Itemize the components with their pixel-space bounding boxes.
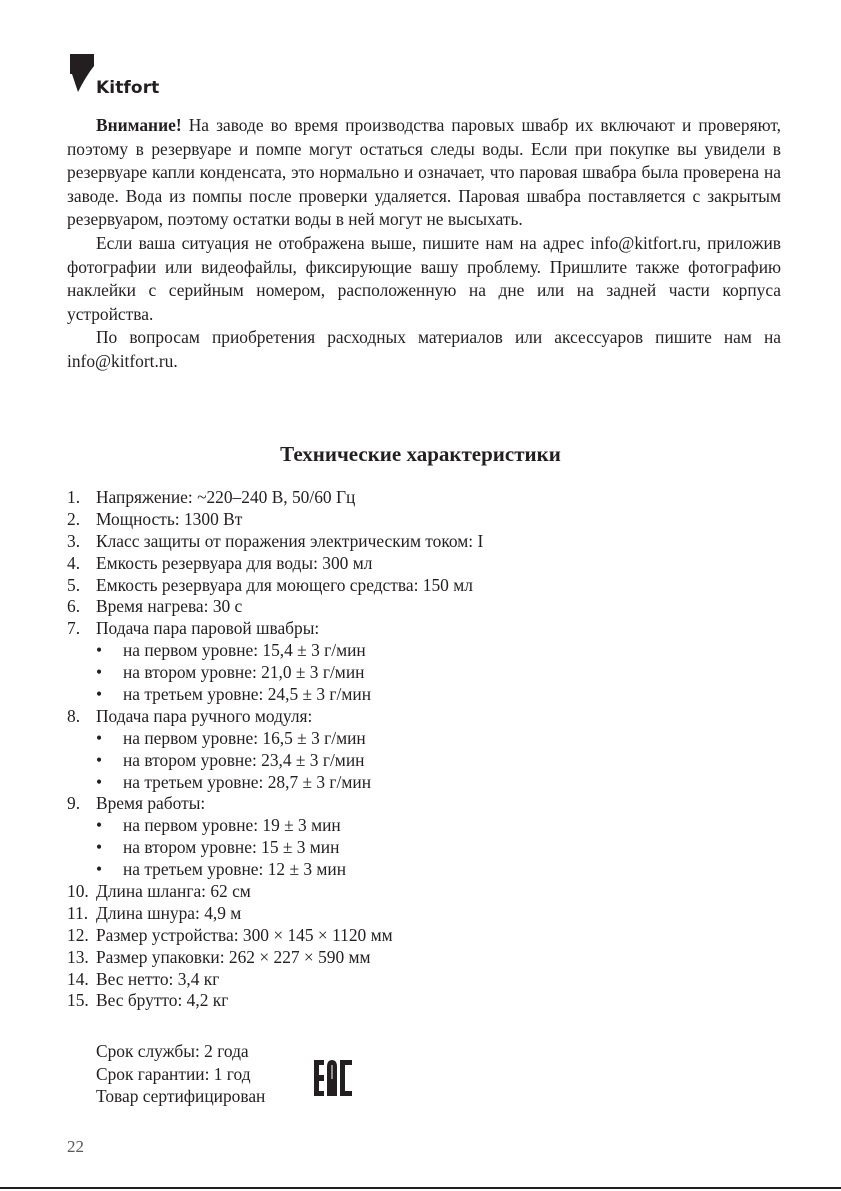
spec-subtext: на третьем уровне: 24,5 ± 3 г/мин xyxy=(123,684,372,705)
spec-item xyxy=(67,969,767,991)
spec-item xyxy=(67,947,767,969)
spec-number: 6. xyxy=(67,596,81,617)
spec-text: Напряжение: ~220–240 В, 50/60 Гц xyxy=(96,487,356,507)
spec-item xyxy=(67,990,767,1012)
spec-text: Время нагрева: 30 с xyxy=(96,596,243,617)
spec-text: Подача пара ручного модуля: xyxy=(96,705,313,726)
brand-logo-text: Kitfort xyxy=(96,78,160,98)
spec-text: Класс защиты от поражения электрическим током: I xyxy=(96,530,484,551)
bullet-icon: • xyxy=(96,640,103,661)
spec-item xyxy=(67,596,767,618)
spec-item xyxy=(67,575,767,597)
spec-subtext: на первом уровне: 16,5 ± 3 г/мин xyxy=(123,727,366,748)
spec-item xyxy=(67,553,767,575)
spec-subitem xyxy=(67,772,767,794)
spec-item xyxy=(67,618,767,640)
spec-item xyxy=(67,903,767,925)
spec-subtext: на первом уровне: 19 ± 3 мин xyxy=(123,815,341,836)
spec-item xyxy=(67,881,767,903)
spec-subtext: на первом уровне: 15,4 ± 3 г/мин xyxy=(123,640,366,661)
spec-number: 2. xyxy=(67,508,81,529)
spec-subitem xyxy=(67,750,767,772)
warranty-period: Срок гарантии: 1 год xyxy=(96,1063,251,1084)
spec-subitem xyxy=(67,640,767,662)
spec-number: 1. xyxy=(67,487,81,507)
spec-text: Время работы: xyxy=(96,793,206,814)
bullet-icon: • xyxy=(96,837,103,858)
spec-number: 13. xyxy=(67,946,89,967)
spec-number: 7. xyxy=(67,618,81,639)
bullet-icon: • xyxy=(96,815,103,836)
specs-heading: Технические характеристики xyxy=(280,442,561,466)
spec-item xyxy=(67,793,767,815)
spec-text: Длина шланга: 62 см xyxy=(96,881,251,902)
spec-text: Размер упаковки: 262 × 227 × 590 мм xyxy=(96,946,371,967)
service-life: Срок службы: 2 года xyxy=(96,1041,249,1061)
spec-number: 10. xyxy=(67,881,89,902)
spec-subtext: на втором уровне: 23,4 ± 3 г/мин xyxy=(123,749,365,770)
spec-text: Подача пара паровой швабры: xyxy=(96,618,320,639)
spec-text: Вес брутто: 4,2 кг xyxy=(96,990,229,1011)
spec-number: 15. xyxy=(67,990,89,1011)
footer-info xyxy=(96,1040,265,1108)
spec-subtext: на третьем уровне: 12 ± 3 мин xyxy=(123,859,346,880)
specs-list xyxy=(67,487,767,1012)
spec-number: 3. xyxy=(67,530,81,551)
spec-number: 12. xyxy=(67,924,89,945)
bullet-icon: • xyxy=(96,771,103,792)
bottom-rule xyxy=(0,1187,841,1189)
spec-subitem xyxy=(67,728,767,750)
spec-text: Емкость резервуара для воды: 300 мл xyxy=(96,552,373,573)
spec-subtext: на втором уровне: 15 ± 3 мин xyxy=(123,837,340,858)
spec-subtext: на втором уровне: 21,0 ± 3 г/мин xyxy=(123,662,365,683)
spec-text: Мощность: 1300 Вт xyxy=(96,508,243,529)
spec-subitem xyxy=(67,815,767,837)
spec-item xyxy=(67,706,767,728)
eac-mark-icon xyxy=(312,1058,354,1098)
page-number: 22 xyxy=(67,1137,84,1156)
spec-item xyxy=(67,509,767,531)
spec-text: Вес нетто: 3,4 кг xyxy=(96,968,220,989)
spec-text: Длина шнура: 4,9 м xyxy=(96,902,242,923)
certification-text: Товар сертифицирован xyxy=(96,1086,266,1106)
bullet-icon: • xyxy=(96,749,103,770)
spec-text: Емкость резервуара для моющего средства: 150 мл xyxy=(96,574,473,595)
accessories-paragraph: По вопросам приобретения расходных материалов или аксессуаров пишите нам на info@kitfort.ru. xyxy=(67,327,781,371)
bullet-icon: • xyxy=(96,727,103,748)
warning-paragraph xyxy=(67,114,781,232)
spec-subtext: на третьем уровне: 28,7 ± 3 г/мин xyxy=(123,771,372,792)
spec-number: 9. xyxy=(67,793,81,814)
spec-number: 8. xyxy=(67,705,81,726)
spec-subitem xyxy=(67,859,767,881)
spec-subitem xyxy=(67,837,767,859)
spec-number: 5. xyxy=(67,574,81,595)
spec-item xyxy=(67,531,767,553)
bullet-icon: • xyxy=(96,684,103,705)
contact-paragraph: Если ваша ситуация не отображена выше, пишите нам на адрес info@kitfort.ru, приложив фотографии или видеофайлы, фиксирующие вашу проблему. Пришлите также фотографию наклейки с серийным номером, расположенную на дне или на задней части корпуса устройства. xyxy=(67,232,781,324)
spec-item xyxy=(67,925,767,947)
spec-item xyxy=(67,487,767,509)
spec-number: 11. xyxy=(67,902,89,923)
bullet-icon: • xyxy=(96,859,103,880)
spec-number: 4. xyxy=(67,552,81,573)
spec-subitem xyxy=(67,662,767,684)
bullet-icon: • xyxy=(96,662,103,683)
spec-subitem xyxy=(67,684,767,706)
warning-label: Внимание! xyxy=(96,115,182,135)
spec-number: 14. xyxy=(67,968,89,989)
intro-section xyxy=(67,114,781,374)
warning-text: На заводе во время производства паровых швабр их включают и проверяют, поэтому в резервуаре и помпе могут остаться следы воды. Если при покупке вы увидели в резервуаре капли конденсата, это нормально и означает, что паровая швабра была проверена на заводе. Вода из помпы после проверки удаляется. Паровая швабра поставляется с закрытым резервуаром, поэтому остатки воды в ней могут не высыхать. xyxy=(67,115,781,230)
spec-text: Размер устройства: 300 × 145 × 1120 мм xyxy=(96,924,393,945)
